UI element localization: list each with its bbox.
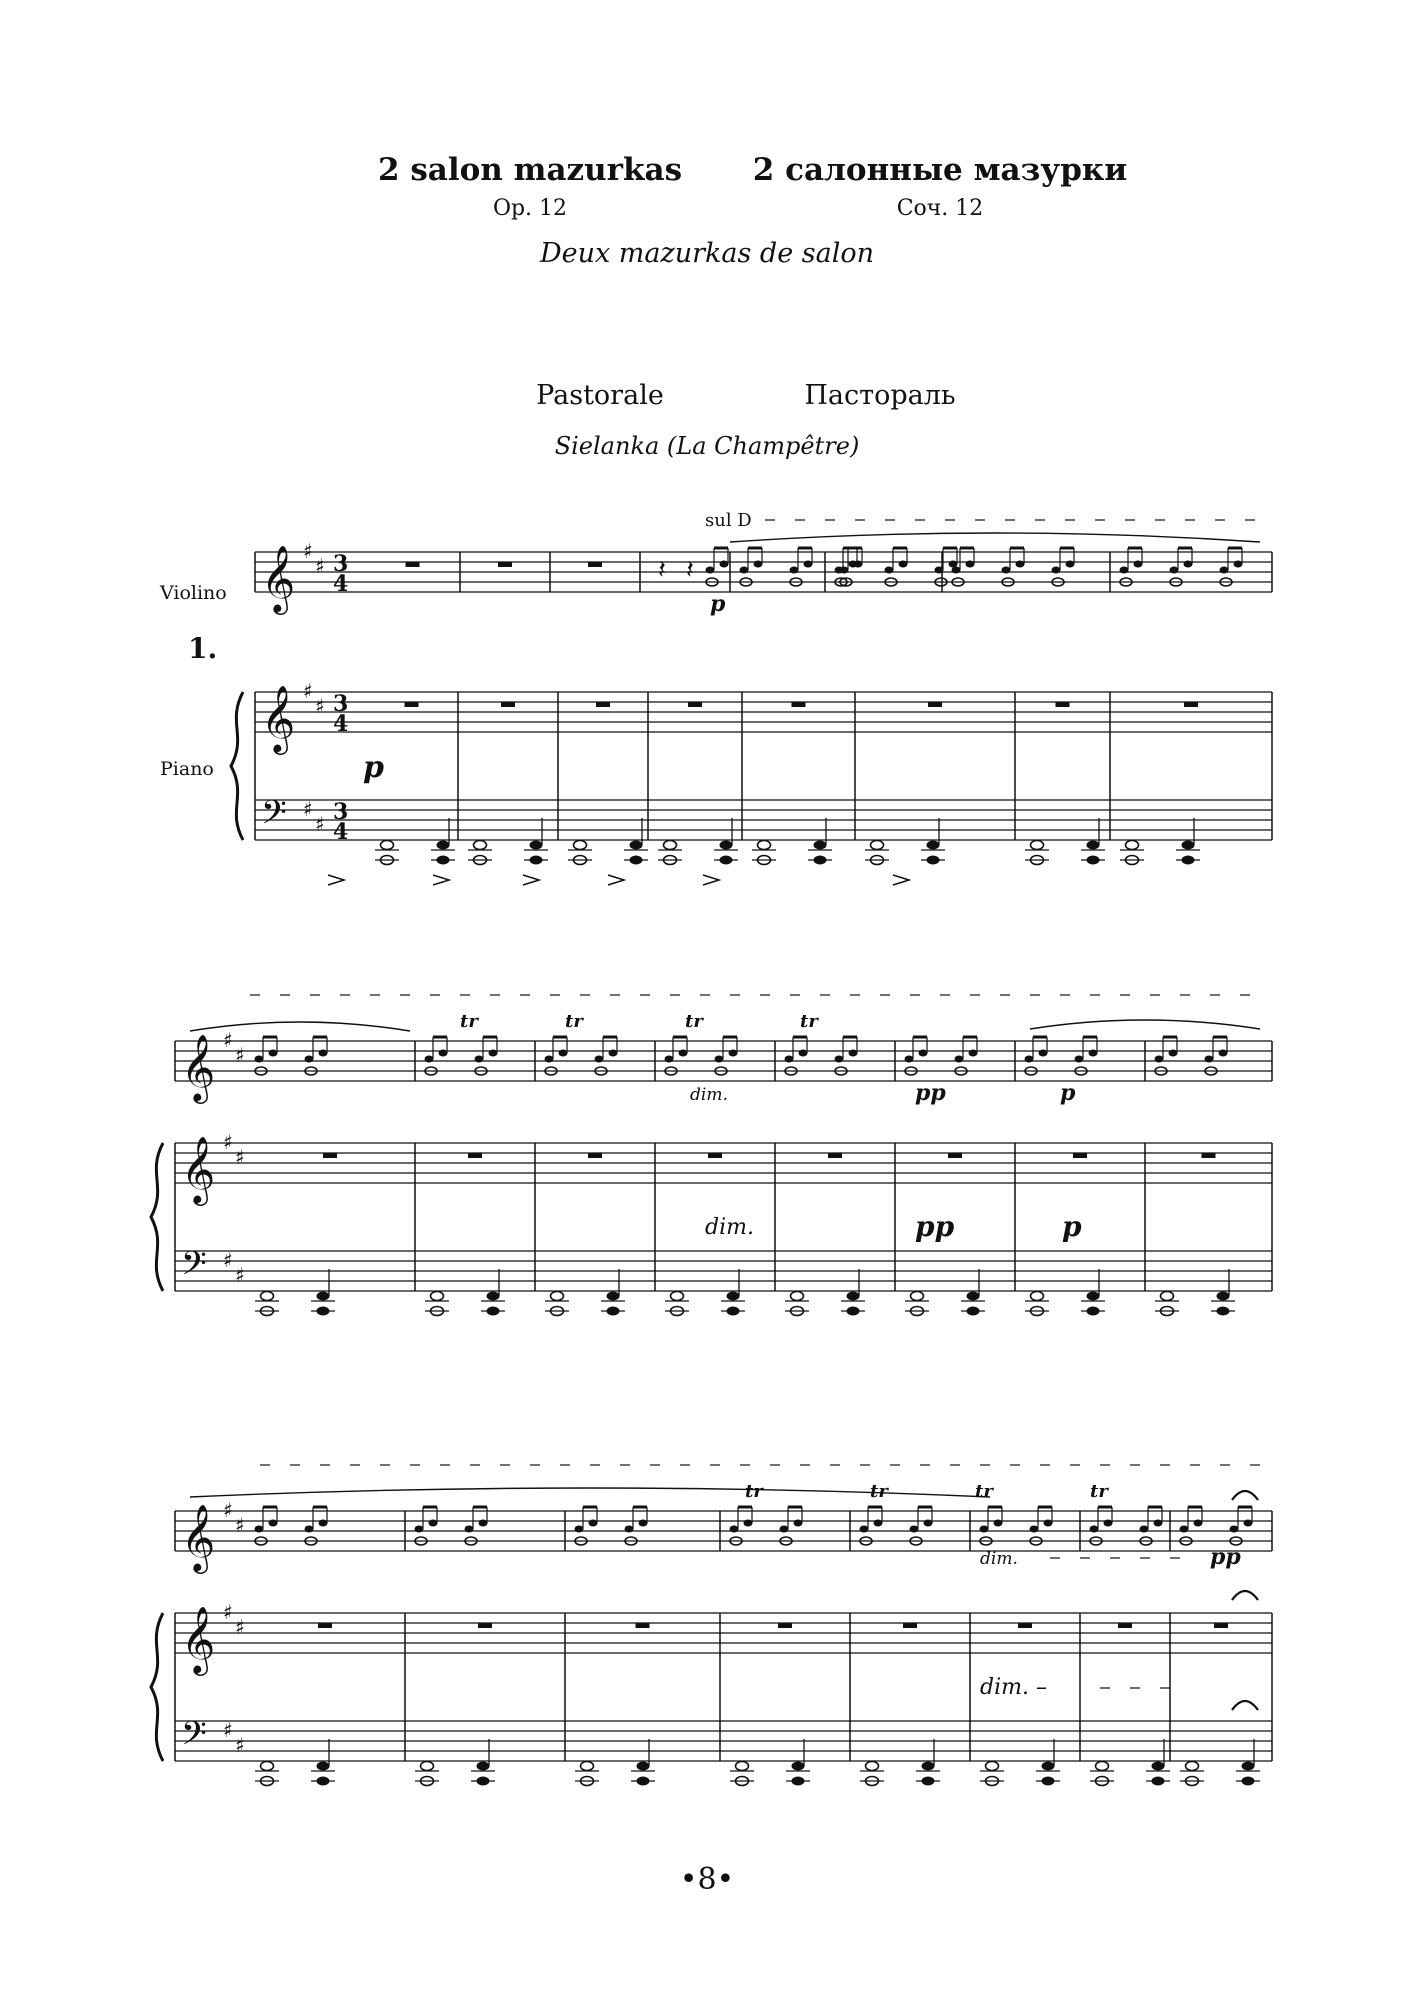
note-head bbox=[1002, 567, 1011, 574]
trill-mark: tr bbox=[870, 1481, 888, 1502]
note-head bbox=[1205, 1056, 1214, 1063]
fermata bbox=[1232, 1491, 1258, 1500]
note-head bbox=[790, 567, 799, 574]
note-head bbox=[439, 1050, 448, 1057]
title-french: Deux mazurkas de salon bbox=[539, 238, 875, 269]
treble-clef: 𝄞 bbox=[261, 544, 296, 612]
dynamic-dim: dim. – bbox=[980, 1675, 1047, 1700]
dynamic-p: p bbox=[710, 591, 726, 617]
bass-quarter-note bbox=[607, 1292, 620, 1301]
note-head bbox=[1219, 1050, 1228, 1057]
piano-treble-staff bbox=[175, 1143, 1272, 1183]
quarter-rest: 𝄽 bbox=[686, 555, 694, 585]
whole-rest bbox=[478, 1623, 492, 1628]
note-head bbox=[794, 1520, 803, 1527]
accent-mark bbox=[433, 875, 449, 885]
note-head bbox=[955, 1056, 964, 1063]
bass-clef: 𝄢 bbox=[181, 1715, 207, 1761]
note-head bbox=[305, 1526, 314, 1533]
note-head bbox=[475, 1056, 484, 1063]
dynamic-pp: pp bbox=[1210, 1544, 1241, 1570]
bass-half-note bbox=[261, 1292, 274, 1301]
note-head bbox=[1039, 1050, 1048, 1057]
page-number bbox=[0, 1862, 1414, 1897]
whole-rest bbox=[688, 702, 702, 707]
bass-quarter-note bbox=[317, 1762, 330, 1771]
note-head bbox=[952, 567, 961, 574]
note-head bbox=[885, 567, 894, 574]
note-head bbox=[919, 1050, 928, 1057]
note-head bbox=[740, 567, 749, 574]
note-head bbox=[949, 561, 958, 568]
note-head bbox=[910, 1526, 919, 1533]
note-head bbox=[754, 561, 763, 568]
piano-bass-staff bbox=[255, 800, 1272, 840]
time-signature-top: 3 bbox=[333, 691, 349, 717]
note-head bbox=[609, 1050, 618, 1057]
note-head bbox=[1234, 561, 1243, 568]
note-head bbox=[969, 1050, 978, 1057]
piano-treble-staff bbox=[175, 1613, 1272, 1653]
slur bbox=[730, 533, 1260, 542]
bass-quarter-note bbox=[1152, 1762, 1165, 1771]
note-head bbox=[639, 1520, 648, 1527]
trill-mark: tr bbox=[975, 1481, 993, 1502]
bass-quarter-note bbox=[967, 1292, 980, 1301]
fermata bbox=[1232, 1701, 1258, 1710]
violin-staff bbox=[255, 552, 1272, 592]
treble-clef: 𝄞 bbox=[181, 1503, 216, 1571]
note-head bbox=[720, 561, 729, 568]
note-head bbox=[429, 1520, 438, 1527]
note-head bbox=[545, 1056, 554, 1063]
bass-quarter-note bbox=[487, 1292, 500, 1301]
key-signature-sharp: ♯ bbox=[303, 539, 313, 563]
bass-quarter-note bbox=[530, 841, 543, 850]
note-head bbox=[415, 1526, 424, 1533]
bass-quarter-note bbox=[1087, 1292, 1100, 1301]
whole-rest bbox=[1118, 1623, 1132, 1628]
key-signature-sharp: ♯ bbox=[235, 1733, 245, 1757]
bass-half-note bbox=[431, 1292, 444, 1301]
bass-quarter-note bbox=[1182, 841, 1195, 850]
dynamic-pp: pp bbox=[915, 1080, 946, 1106]
trill-mark: tr bbox=[1090, 1481, 1108, 1502]
key-signature-sharp: ♯ bbox=[235, 1043, 245, 1067]
bass-half-note bbox=[381, 841, 394, 850]
bass-half-note bbox=[758, 841, 771, 850]
note-head bbox=[924, 1520, 933, 1527]
whole-rest bbox=[318, 1623, 332, 1628]
note-head bbox=[849, 561, 858, 568]
score-systems bbox=[151, 510, 1272, 1786]
note-head bbox=[1120, 567, 1129, 574]
whole-rest bbox=[323, 1153, 337, 1158]
note-head bbox=[799, 1050, 808, 1057]
note-head bbox=[1184, 561, 1193, 568]
note-head bbox=[575, 1526, 584, 1533]
whole-rest bbox=[1202, 1153, 1216, 1158]
note-head bbox=[835, 1056, 844, 1063]
key-signature-sharp: ♯ bbox=[223, 1498, 233, 1522]
time-signature-bottom: 4 bbox=[333, 711, 349, 737]
whole-rest bbox=[1184, 702, 1198, 707]
note-head bbox=[1089, 1050, 1098, 1057]
note-head bbox=[780, 1526, 789, 1533]
bass-quarter-note bbox=[317, 1292, 330, 1301]
note-head bbox=[1170, 567, 1179, 574]
note-head bbox=[665, 1056, 674, 1063]
note-head bbox=[860, 1526, 869, 1533]
key-signature-sharp: ♯ bbox=[315, 694, 325, 718]
piano-bass-staff bbox=[175, 1251, 1272, 1291]
whole-rest bbox=[928, 702, 942, 707]
note-head bbox=[559, 1050, 568, 1057]
note-head bbox=[835, 567, 844, 574]
dynamic-dim: dim. bbox=[690, 1085, 728, 1105]
note-head bbox=[1030, 1526, 1039, 1533]
piece-title-russian: Пастораль bbox=[804, 380, 956, 411]
bass-half-note bbox=[1161, 1292, 1174, 1301]
note-head bbox=[785, 1056, 794, 1063]
note-head bbox=[269, 1520, 278, 1527]
treble-clef: 𝄞 bbox=[181, 1135, 216, 1203]
bass-half-note bbox=[671, 1292, 684, 1301]
bass-half-note bbox=[1126, 841, 1139, 850]
bass-half-note bbox=[866, 1762, 879, 1771]
bass-quarter-note bbox=[720, 841, 733, 850]
note-head bbox=[425, 1056, 434, 1063]
note-head bbox=[804, 561, 813, 568]
key-signature-sharp: ♯ bbox=[235, 1513, 245, 1537]
note-head bbox=[1104, 1520, 1113, 1527]
note-head bbox=[980, 1526, 989, 1533]
slur bbox=[1030, 1020, 1260, 1029]
sul-d-marking: sul D bbox=[705, 510, 752, 531]
note-head bbox=[1194, 1520, 1203, 1527]
bass-half-note bbox=[911, 1292, 924, 1301]
treble-clef: 𝄞 bbox=[181, 1033, 216, 1101]
movement-number: 1. bbox=[188, 632, 218, 665]
trill-mark: tr bbox=[685, 1011, 703, 1032]
bass-half-note bbox=[1031, 841, 1044, 850]
violin-label: Violino bbox=[160, 582, 227, 604]
key-signature-sharp: ♯ bbox=[223, 1248, 233, 1272]
note-head bbox=[679, 1050, 688, 1057]
page-number-value: 8 bbox=[697, 1862, 717, 1897]
bass-quarter-note bbox=[1242, 1762, 1255, 1771]
whole-rest bbox=[1018, 1623, 1032, 1628]
note-head bbox=[595, 1056, 604, 1063]
key-signature-sharp: ♯ bbox=[315, 812, 325, 836]
bass-quarter-note bbox=[437, 841, 450, 850]
note-head bbox=[729, 1050, 738, 1057]
trill-mark: tr bbox=[565, 1011, 583, 1032]
whole-rest bbox=[1214, 1623, 1228, 1628]
title-english: 2 salon mazurkas bbox=[377, 152, 683, 188]
bass-half-note bbox=[1096, 1762, 1109, 1771]
whole-rest bbox=[708, 1153, 722, 1158]
note-head bbox=[1016, 561, 1025, 568]
piano-label: Piano bbox=[160, 758, 214, 780]
bass-quarter-note bbox=[727, 1292, 740, 1301]
bass-half-note bbox=[871, 841, 884, 850]
whole-rest bbox=[828, 1153, 842, 1158]
treble-clef: 𝄞 bbox=[261, 684, 296, 752]
bass-clef: 𝄢 bbox=[261, 794, 287, 840]
note-head bbox=[1052, 567, 1061, 574]
bass-half-note bbox=[574, 841, 587, 850]
bass-half-note bbox=[1031, 1292, 1044, 1301]
whole-rest bbox=[1056, 702, 1070, 707]
note-head bbox=[1220, 567, 1229, 574]
piano-brace bbox=[231, 692, 243, 840]
note-head bbox=[479, 1520, 488, 1527]
key-signature-sharp: ♯ bbox=[235, 1615, 245, 1639]
note-head bbox=[1244, 1520, 1253, 1527]
bass-half-note bbox=[1186, 1762, 1199, 1771]
bass-quarter-note bbox=[792, 1762, 805, 1771]
bass-half-note bbox=[791, 1292, 804, 1301]
key-signature-sharp: ♯ bbox=[315, 554, 325, 578]
accent-mark bbox=[703, 875, 719, 885]
note-head bbox=[1025, 1056, 1034, 1063]
piano-treble-staff bbox=[255, 692, 1272, 732]
note-head bbox=[255, 1056, 264, 1063]
bass-half-note bbox=[664, 841, 677, 850]
note-head bbox=[966, 561, 975, 568]
note-head bbox=[1044, 1520, 1053, 1527]
whole-rest bbox=[778, 1623, 792, 1628]
quarter-rest: 𝄽 bbox=[658, 555, 666, 585]
piece-title-english: Pastorale bbox=[536, 380, 664, 411]
bass-quarter-note bbox=[1087, 841, 1100, 850]
time-signature-top: 3 bbox=[333, 799, 349, 825]
note-head bbox=[849, 1050, 858, 1057]
accent-mark bbox=[523, 875, 539, 885]
note-head bbox=[730, 1526, 739, 1533]
whole-rest bbox=[501, 702, 515, 707]
note-head bbox=[1075, 1056, 1084, 1063]
note-head bbox=[305, 1056, 314, 1063]
note-head bbox=[1230, 1526, 1239, 1533]
whole-rest bbox=[636, 1623, 650, 1628]
treble-clef: 𝄞 bbox=[181, 1605, 216, 1673]
bass-quarter-note bbox=[847, 1292, 860, 1301]
title-russian: 2 салонные мазурки bbox=[752, 152, 1128, 188]
bass-half-note bbox=[736, 1762, 749, 1771]
key-signature-sharp: ♯ bbox=[303, 797, 313, 821]
key-signature-sharp: ♯ bbox=[223, 1028, 233, 1052]
key-signature-sharp: ♯ bbox=[223, 1600, 233, 1624]
key-signature-sharp: ♯ bbox=[223, 1718, 233, 1742]
dynamic-dim: dim. bbox=[980, 1549, 1018, 1569]
piano-brace bbox=[151, 1613, 163, 1761]
note-head bbox=[465, 1526, 474, 1533]
note-head bbox=[1155, 1056, 1164, 1063]
note-head bbox=[319, 1050, 328, 1057]
note-head bbox=[1090, 1526, 1099, 1533]
bass-quarter-note bbox=[1217, 1292, 1230, 1301]
key-signature-sharp: ♯ bbox=[235, 1263, 245, 1287]
note-head bbox=[715, 1056, 724, 1063]
fermata bbox=[1232, 1591, 1258, 1600]
bass-quarter-note bbox=[477, 1762, 490, 1771]
page-dot-left: • bbox=[679, 1862, 698, 1897]
bass-half-note bbox=[986, 1762, 999, 1771]
whole-rest bbox=[792, 702, 806, 707]
bass-half-note bbox=[261, 1762, 274, 1771]
dynamic-dim: dim. bbox=[705, 1215, 754, 1240]
note-head bbox=[1066, 561, 1075, 568]
whole-rest bbox=[1073, 1153, 1087, 1158]
page-dot-right: • bbox=[716, 1862, 735, 1897]
dynamic-p: p bbox=[363, 750, 384, 785]
opus-english: Op. 12 bbox=[492, 196, 568, 221]
violin-staff bbox=[175, 1511, 1272, 1551]
whole-rest bbox=[405, 702, 419, 707]
dynamic-p: p bbox=[1062, 1210, 1082, 1243]
piece-subtitle: Sielanka (La Champêtre) bbox=[554, 432, 860, 460]
note-head bbox=[905, 1056, 914, 1063]
note-head bbox=[269, 1050, 278, 1057]
opus-russian: Соч. 12 bbox=[896, 196, 984, 221]
note-head bbox=[744, 1520, 753, 1527]
whole-rest bbox=[468, 1153, 482, 1158]
note-head bbox=[1154, 1520, 1163, 1527]
bass-quarter-note bbox=[814, 841, 827, 850]
bass-quarter-note bbox=[630, 841, 643, 850]
accent-mark bbox=[893, 875, 909, 885]
bass-quarter-note bbox=[637, 1762, 650, 1771]
bass-quarter-note bbox=[927, 841, 940, 850]
key-signature-sharp: ♯ bbox=[303, 679, 313, 703]
note-head bbox=[1134, 561, 1143, 568]
note-head bbox=[489, 1050, 498, 1057]
note-head bbox=[1169, 1050, 1178, 1057]
key-signature-sharp: ♯ bbox=[223, 1130, 233, 1154]
note-head bbox=[994, 1520, 1003, 1527]
trill-mark: tr bbox=[460, 1011, 478, 1032]
key-signature-sharp: ♯ bbox=[235, 1145, 245, 1169]
accent-mark bbox=[608, 875, 624, 885]
whole-rest bbox=[588, 1153, 602, 1158]
accent-mark bbox=[328, 875, 344, 885]
trill-mark: tr bbox=[800, 1011, 818, 1032]
trill-mark: tr bbox=[745, 1481, 763, 1502]
bass-half-note bbox=[421, 1762, 434, 1771]
note-head bbox=[589, 1520, 598, 1527]
dynamic-pp: pp bbox=[915, 1210, 955, 1243]
whole-rest bbox=[903, 1623, 917, 1628]
bass-clef: 𝄢 bbox=[181, 1245, 207, 1291]
bass-half-note bbox=[551, 1292, 564, 1301]
note-head bbox=[1180, 1526, 1189, 1533]
note-head bbox=[319, 1520, 328, 1527]
bass-half-note bbox=[581, 1762, 594, 1771]
note-head bbox=[706, 567, 715, 574]
bass-half-note bbox=[474, 841, 487, 850]
bass-quarter-note bbox=[922, 1762, 935, 1771]
note-head bbox=[874, 1520, 883, 1527]
time-signature-bottom: 4 bbox=[333, 819, 349, 845]
whole-rest bbox=[596, 702, 610, 707]
note-head bbox=[935, 567, 944, 574]
time-signature-bottom: 4 bbox=[333, 571, 349, 597]
whole-rest bbox=[588, 562, 602, 567]
whole-rest bbox=[498, 562, 512, 567]
time-signature-top: 3 bbox=[333, 551, 349, 577]
whole-rest bbox=[948, 1153, 962, 1158]
whole-rest bbox=[406, 562, 420, 567]
note-head bbox=[899, 561, 908, 568]
note-head bbox=[255, 1526, 264, 1533]
note-head bbox=[625, 1526, 634, 1533]
piano-bass-staff bbox=[175, 1721, 1272, 1761]
piano-brace bbox=[151, 1143, 163, 1291]
bass-quarter-note bbox=[1042, 1762, 1055, 1771]
dynamic-p: p bbox=[1060, 1080, 1076, 1106]
note-head bbox=[1140, 1526, 1149, 1533]
